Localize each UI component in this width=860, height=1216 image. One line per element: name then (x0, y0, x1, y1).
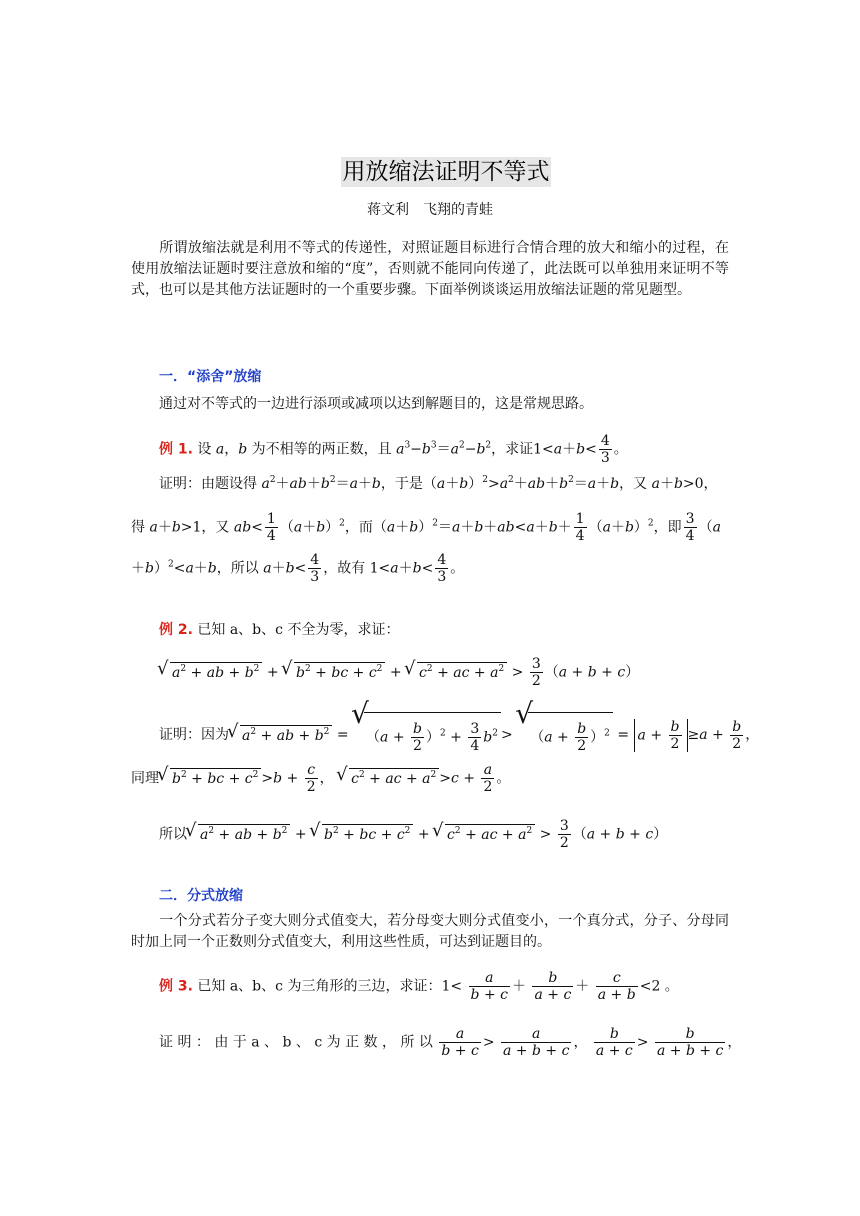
section1-desc: 通过对不等式的一边进行添项或减项以达到解题目的，这是常规思路。 (159, 396, 593, 412)
intro-text: 所谓放缩法就是利用不等式的传递性，对照证题目标进行合情合理的放大和缩小的过程，在使用放缩法证题时要注意放和缩的“度”，否则就不能同向传递了，此法既可以单独用来证明不等式，也可以是其他方法证题时的一个重要步骤。下面举例谈谈运用放缩法证题的常见题型。 (131, 240, 729, 298)
section2-desc: 一个分式若分子变大则分式值变大，若分母变大则分式值变小，一个真分式，分子、分母同时加上同一个正数则分式值变大，利用这些性质，可达到证题目的。 (131, 913, 729, 950)
example-3: 例 3. 已知 a、b、c 为三角形的三边，求证：1< $\frac{a}{b + c}$ ＋ $\frac{b}{a + c}$ ＋ $\frac{c}{a + b}$ <2 。 (159, 970, 679, 1003)
example-2-label: 例 2. (159, 622, 193, 638)
example-2-proof-line2: 同理√ $b^2$ + bc + $c^2 >b$ + $\frac{c}{2}$ ， √ $c^2$ + ac + $a^2 >c$ + $\frac{a}{2}$ 。 (131, 762, 510, 795)
example-1-label: 例 1. (159, 441, 193, 458)
section-heading-1: 一．“添舍”放缩 (159, 369, 262, 385)
example-3-proof-line1: 证 明 ： 由 于 a 、 b 、 c 为 正 数 ， 所 以 $\frac{a}{b + c}$ > $\frac{a}{a + b + c}$ ， $\frac{b}{a + c}$ > $\frac{b}{a + b + c}$ ， (159, 1026, 742, 1059)
example-1-proof-line3: ＋b）$^2$<a＋b，所以 a＋b< $\frac{4}{3}$ ，故有 1<a＋b< $\frac{4}{3}$ 。 (131, 552, 465, 585)
page-title: 用放缩法证明不等式 (342, 159, 550, 185)
example-1-proof-line2: 得 a＋b>1，又 ab< $\frac{1}{4}$ $(a+b)^2$，而$(a+b)^2=a+b+ab<a+b+$ $\frac{1}{4}$ $(a+b)^2$，即 $\frac{3}{4}$ （a (131, 511, 721, 544)
example-2: 例 2. 已知 a、b、c 不全为零，求证： (159, 622, 400, 638)
example-2-proof-line1: 证明：因为√ $a^2$ + ab + $b^2$ = √ （a + $\frac{b}{2}$ ）$^2$ + $\frac{3}{4}$ $b^2$ > √ （a + $\frac{b}{2}$ ）$^2$ = a + $\frac{b}{2}$ ≥a + $\frac{b}{2}$ ， (159, 712, 759, 758)
example-1-proof-line1: 证明：由题设得 $a^2+ab+b^2=a+b$，于是$(a+b)^2>a^2+ab+b^2=a+b$，又 a＋b>0， (159, 475, 718, 492)
example-2-proof-line3: 所以√ $a^2$ + ab + $b^2$ + √ $b^2$ + bc + $c^2$ + √ $c^2$ + ac + $a^2$ > $\frac{3}{2}$ （a + b + c） (159, 818, 667, 851)
example-1: 例 1. 设 a，b 为不相等的两正数，且 $a^3-b^3=a^2-b^2$，求证1<a＋b< $\frac{4}{3}$ 。 (159, 433, 628, 466)
example-2-statement: √ $a^2$ + ab + $b^2$ + √ $b^2$ + bc + $c^2$ + √ $c^2$ + ac + $a^2$ > $\frac{3}{2}$ （a + b + c） (159, 656, 639, 689)
intro-paragraph (131, 238, 729, 301)
example-3-label: 例 3. (159, 978, 193, 995)
author-line: 蒋文利 飞翔的青蛙 (367, 202, 493, 218)
section-heading-2: 二．分式放缩 (159, 888, 243, 904)
